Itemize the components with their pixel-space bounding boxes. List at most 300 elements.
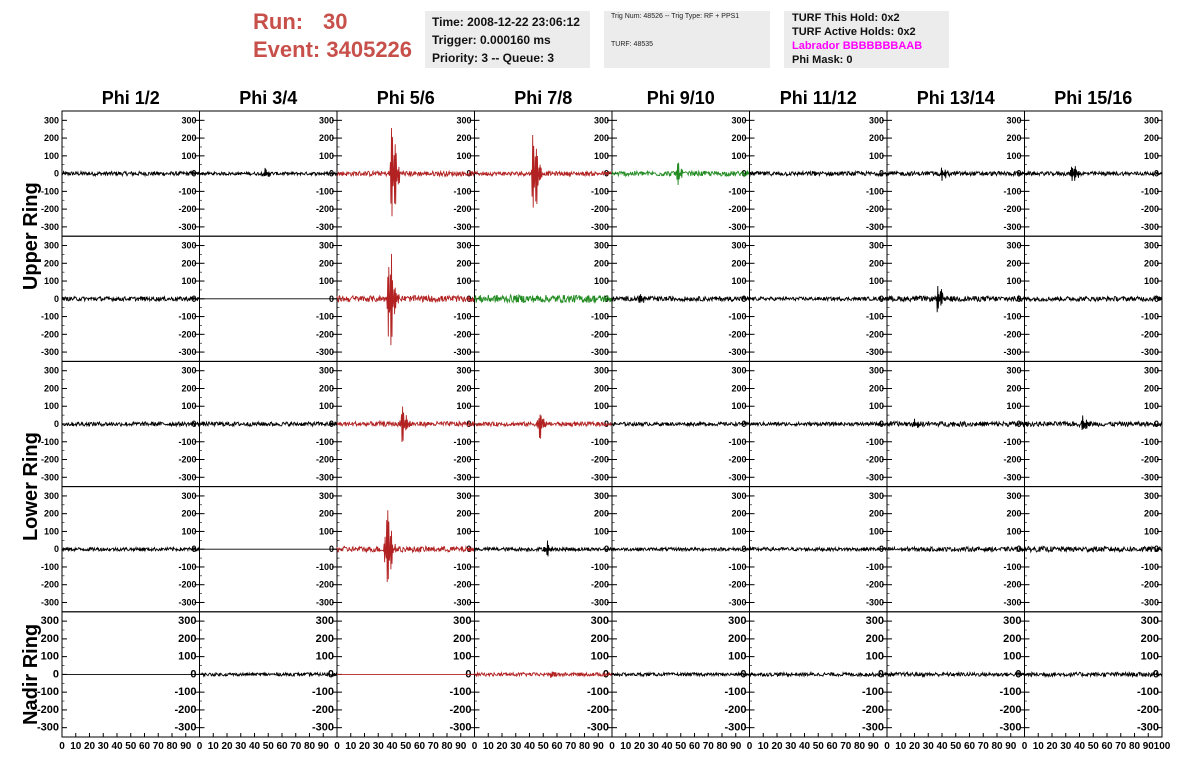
y-tick-label: -200 [728,204,747,215]
x-tick-label: 60 [963,741,976,752]
x-tick-label: 30 [922,741,934,752]
y-tick-label: -300 [315,597,334,608]
waveform-trace [750,547,888,551]
y-tick-label: 0 [741,419,747,429]
y-tick-label: -200 [453,579,472,590]
ring-label: Nadir Ring [20,623,42,725]
y-tick-label: -300 [728,347,747,358]
y-tick-label: -300 [453,347,472,358]
y-tick-label: -300 [861,721,884,734]
y-tick-label: -300 [728,597,747,608]
y-tick-label: -200 [590,579,609,590]
x-tick-label: 50 [812,741,824,752]
x-tick-label: 80 [303,741,316,752]
y-tick-label: 200 [731,508,747,519]
y-tick-label: 300 [1006,490,1022,501]
y-tick-label: -100 [174,686,197,699]
y-tick-label: 0 [740,668,747,681]
waveform-trace [200,168,338,177]
y-tick-label: -300 [1136,721,1159,734]
y-tick-label: 200 [1143,383,1159,394]
x-tick-label: 10 [895,741,907,752]
y-tick-label: 0 [53,293,59,304]
y-tick-label: -200 [449,703,472,716]
y-tick-label: 200 [456,383,472,394]
y-tick-label: 0 [327,668,334,681]
waveform-trace [612,163,750,185]
y-tick-label: -100 [861,686,884,699]
y-tick-label: 300 [1006,115,1022,126]
x-tick-label: 30 [647,741,659,752]
waveform-trace [475,541,613,557]
y-tick-label: -300 [728,472,747,483]
y-tick-label: 200 [593,258,609,269]
y-tick-label: 200 [868,258,884,269]
y-tick-label: 200 [593,383,609,394]
y-tick-label: -300 [40,597,59,608]
y-tick-label: 100 [43,401,59,412]
y-tick-label: 0 [466,419,472,429]
x-tick-label: 90 [592,741,604,752]
waveform-trace [750,673,888,677]
y-tick-label: -200 [590,454,609,465]
y-tick-label: 100 [1140,650,1159,663]
turf-active-text: TURF Active Holds: 0x2 [792,26,916,38]
y-tick-label: -100 [865,311,884,322]
y-tick-label: 0 [878,293,884,304]
y-tick-label: 100 [181,401,197,412]
y-tick-label: 300 [868,240,884,251]
y-tick-label: 200 [1140,632,1159,645]
y-tick-label: -300 [728,221,747,232]
y-tick-label: 100 [593,150,609,161]
y-tick-label: 200 [40,632,59,645]
y-tick-label: -300 [724,721,747,734]
y-tick-label: 100 [593,401,609,412]
turf-text: TURF: 48535 [611,41,654,48]
x-tick-label: 70 [977,741,989,752]
y-tick-label: -100 [728,311,747,322]
y-tick-label: 0 [1016,168,1022,179]
y-tick-label: -200 [315,579,334,590]
waveform-trace [887,547,1025,551]
y-tick-label: 200 [181,508,197,519]
waveform-trace [1025,672,1163,676]
y-tick-label: -200 [586,703,609,716]
y-tick-label: 300 [1143,115,1159,126]
y-tick-label: 100 [728,650,747,663]
x-tick-label: 50 [400,741,412,752]
event-value: 3405226 [326,37,413,62]
y-tick-label: 0 [53,168,59,179]
waveform-trace [1025,166,1163,181]
y-tick-label: 300 [456,365,472,376]
x-tick-label: 80 [1128,741,1141,752]
run-value: 30 [323,9,348,34]
y-tick-label: 200 [1006,383,1022,394]
y-tick-label: -200 [178,329,197,340]
y-tick-label: 200 [318,383,334,394]
x-tick-label: 20 [83,741,96,752]
y-tick-label: -100 [178,436,197,447]
x-tick-label: 10 [482,741,494,752]
waveform-trace [750,297,888,301]
waveform-trace [887,419,1025,428]
x-tick-label: 90 [867,741,879,752]
y-tick-label: -200 [724,703,747,716]
waveform-trace [1025,415,1163,430]
ring-label: Upper Ring [20,182,42,291]
y-tick-label: -300 [590,597,609,608]
y-tick-label: 100 [43,276,59,287]
y-tick-label: 0 [1016,293,1022,304]
x-tick-label: 40 [936,741,948,752]
y-tick-label: -200 [453,204,472,215]
y-tick-label: -200 [40,579,59,590]
y-tick-label: -200 [1003,204,1022,215]
y-tick-label: 300 [590,615,609,628]
y-tick-label: -300 [865,347,884,358]
y-tick-label: 300 [728,615,747,628]
y-tick-label: 300 [868,115,884,126]
x-tick-label: 100 [1153,741,1171,752]
x-tick-label: 90 [730,741,742,752]
waveform-trace [475,415,613,439]
y-tick-label: 300 [1143,490,1159,501]
y-tick-label: -200 [1003,329,1022,340]
y-tick-label: -100 [315,186,334,197]
y-tick-label: 0 [52,668,59,681]
y-tick-label: 300 [181,115,197,126]
y-tick-label: 100 [868,150,884,161]
y-tick-label: -200 [315,329,334,340]
y-tick-label: 0 [1153,293,1159,304]
y-tick-label: 0 [603,293,609,304]
y-tick-label: 300 [453,615,472,628]
y-tick-label: 0 [741,168,747,179]
x-tick-label: 30 [235,741,247,752]
y-tick-label: -200 [865,204,884,215]
y-tick-label: 100 [1006,401,1022,412]
y-tick-label: 300 [593,490,609,501]
x-tick-label: 70 [427,741,439,752]
y-tick-label: 200 [181,258,197,269]
column-header: Phi 1/2 [101,88,160,108]
y-tick-label: -300 [590,472,609,483]
y-tick-label: -100 [453,561,472,572]
y-tick-label: -100 [590,436,609,447]
y-tick-label: 200 [1143,258,1159,269]
y-tick-label: 200 [731,258,747,269]
y-tick-label: 200 [1143,508,1159,519]
y-tick-label: 200 [181,133,197,144]
y-tick-label: 200 [318,258,334,269]
y-tick-label: 200 [1006,508,1022,519]
y-tick-label: -100 [1003,311,1022,322]
y-tick-label: 0 [328,544,334,555]
y-tick-label: 100 [181,150,197,161]
y-tick-label: 100 [318,276,334,287]
waveform-trace [475,672,613,678]
y-tick-label: 100 [590,650,609,663]
y-tick-label: 0 [190,668,197,681]
y-tick-label: -100 [865,436,884,447]
y-tick-label: -100 [40,186,59,197]
y-tick-label: 200 [1003,632,1022,645]
y-tick-label: 300 [181,240,197,251]
x-tick-label: 20 [633,741,646,752]
y-tick-label: -100 [40,561,59,572]
x-tick-label: 50 [950,741,962,752]
y-tick-label: 0 [1016,544,1022,555]
y-tick-label: 200 [456,508,472,519]
column-header: Phi 3/4 [239,88,298,108]
y-tick-label: 100 [1006,150,1022,161]
y-tick-label: -100 [586,686,609,699]
waveform-trace [475,135,613,208]
y-tick-label: -200 [1003,579,1022,590]
x-tick-label: 10 [1032,741,1044,752]
y-tick-label: -200 [36,703,59,716]
x-tick-label: 90 [1142,741,1154,752]
y-tick-label: -200 [453,329,472,340]
x-tick-label: 90 [317,741,329,752]
time-text: Time: 2008-12-22 23:06:12 [432,15,580,29]
y-tick-label: 0 [466,168,472,179]
y-tick-label: 200 [456,258,472,269]
y-tick-label: -300 [1003,221,1022,232]
y-tick-label: -300 [174,721,197,734]
y-tick-label: 100 [1143,276,1159,287]
x-tick-label: 60 [688,741,701,752]
y-tick-label: 0 [741,293,747,304]
y-tick-label: 300 [731,490,747,501]
x-tick-label: 40 [111,741,123,752]
y-tick-label: 300 [1140,615,1159,628]
y-tick-label: 100 [178,650,197,663]
y-tick-label: 300 [456,240,472,251]
x-tick-label: 20 [771,741,783,752]
y-tick-label: 200 [318,508,334,519]
y-tick-label: -300 [178,472,197,483]
y-tick-label: 300 [181,490,197,501]
run-label: Run: [253,9,304,34]
y-tick-label: -200 [178,204,197,215]
y-tick-label: 0 [602,668,609,681]
y-tick-label: 0 [603,419,609,429]
y-tick-label: -200 [1003,454,1022,465]
x-tick-label: 60 [826,741,838,752]
y-tick-label: -200 [865,579,884,590]
y-tick-label: -100 [178,186,197,197]
waveform-trace [200,673,338,676]
y-tick-label: -200 [728,329,747,340]
x-tick-label: 0 [609,741,615,752]
y-tick-label: -200 [315,454,334,465]
y-tick-label: 300 [456,115,472,126]
y-tick-label: -100 [453,311,472,322]
y-tick-label: 100 [181,276,197,287]
y-tick-label: 0 [191,419,197,429]
y-tick-label: 100 [865,650,884,663]
y-tick-label: -300 [453,221,472,232]
y-tick-label: 200 [868,508,884,519]
y-tick-label: -100 [999,686,1022,699]
x-tick-label: 70 [565,741,577,752]
y-tick-label: 300 [593,115,609,126]
turf-hold-text: TURF This Hold: 0x2 [792,12,900,24]
y-tick-label: 100 [181,526,197,537]
y-tick-label: 0 [877,668,884,681]
y-tick-label: -300 [178,221,197,232]
y-tick-label: 100 [43,150,59,161]
y-tick-label: 200 [865,632,884,645]
x-tick-label: 40 [1073,741,1086,752]
y-tick-label: 100 [868,401,884,412]
y-tick-label: 300 [1006,365,1022,376]
waveform-trace [887,286,1025,312]
labrador-text: Labrador BBBBBBBAAB [792,40,923,52]
y-tick-label: 200 [868,383,884,394]
y-tick-label: 200 [1006,258,1022,269]
y-tick-label: 200 [43,508,59,519]
waveform-trace [612,422,750,426]
y-tick-label: 300 [318,115,334,126]
y-tick-label: 300 [178,615,197,628]
y-tick-label: -200 [590,329,609,340]
y-tick-label: 300 [456,490,472,501]
y-tick-label: 0 [1153,419,1159,429]
y-tick-label: -100 [178,561,197,572]
y-tick-label: -200 [40,329,59,340]
waveform-trace [612,548,750,551]
y-tick-label: -100 [1003,436,1022,447]
y-tick-label: -100 [1140,561,1159,572]
y-tick-label: 100 [318,401,334,412]
column-header: Phi 15/16 [1054,88,1133,108]
y-tick-label: 300 [593,240,609,251]
y-tick-label: -200 [174,703,197,716]
y-tick-label: 100 [315,650,334,663]
y-tick-label: 200 [728,632,747,645]
y-tick-label: -200 [40,454,59,465]
y-tick-label: -100 [1003,561,1022,572]
y-tick-label: -300 [1003,597,1022,608]
y-tick-label: 200 [453,632,472,645]
y-tick-label: -300 [315,221,334,232]
y-tick-label: -100 [590,311,609,322]
y-tick-label: 0 [466,293,472,304]
y-tick-label: -100 [590,561,609,572]
y-tick-label: 100 [318,150,334,161]
y-tick-label: 300 [1003,615,1022,628]
y-tick-label: -100 [453,186,472,197]
y-tick-label: 100 [43,526,59,537]
y-tick-label: 300 [865,615,884,628]
column-header: Phi 5/6 [376,88,435,108]
y-tick-label: -100 [315,436,334,447]
y-tick-label: -200 [1140,329,1159,340]
y-tick-label: -100 [1136,686,1159,699]
y-tick-label: 300 [43,365,59,376]
x-tick-label: 70 [290,741,302,752]
y-tick-label: -200 [1140,579,1159,590]
y-tick-label: 200 [318,133,334,144]
y-tick-label: -300 [865,597,884,608]
y-tick-label: 0 [328,168,334,179]
y-tick-label: -300 [311,721,334,734]
x-tick-label: 30 [510,741,522,752]
column-header: Phi 11/12 [779,88,857,108]
x-tick-label: 40 [661,741,673,752]
y-tick-label: -200 [1140,454,1159,465]
y-tick-label: 200 [1006,133,1022,144]
x-tick-label: 90 [1005,741,1017,752]
y-tick-label: -200 [999,703,1022,716]
y-tick-label: -100 [1003,186,1022,197]
y-tick-label: 300 [315,615,334,628]
y-tick-label: -100 [178,311,197,322]
x-tick-label: 60 [276,741,288,752]
y-tick-label: 100 [868,276,884,287]
waveform-trace [62,297,200,301]
y-tick-label: 100 [868,526,884,537]
y-tick-label: 200 [731,133,747,144]
y-tick-label: -100 [311,686,334,699]
y-tick-label: 300 [43,240,59,251]
y-tick-label: 100 [456,150,472,161]
x-tick-label: 30 [97,741,109,752]
x-tick-label: 50 [537,741,549,752]
y-tick-label: -200 [178,579,197,590]
x-tick-label: 60 [413,741,426,752]
y-tick-label: -100 [865,561,884,572]
y-tick-label: -300 [36,721,59,734]
y-tick-label: -300 [453,472,472,483]
x-tick-label: 50 [125,741,137,752]
y-tick-label: 100 [1006,276,1022,287]
x-tick-label: 90 [455,741,467,752]
y-tick-label: -200 [861,703,884,716]
x-tick-label: 0 [471,741,478,752]
x-tick-label: 10 [757,741,769,752]
y-tick-label: 0 [53,419,59,429]
y-tick-label: 300 [1143,365,1159,376]
y-tick-label: -200 [728,579,747,590]
y-tick-label: -200 [865,329,884,340]
x-tick-label: 10 [207,741,219,752]
y-tick-label: -200 [1136,703,1159,716]
y-tick-label: 100 [456,401,472,412]
waveform-trace [887,673,1025,677]
x-tick-label: 60 [1101,741,1113,752]
y-tick-label: 300 [593,365,609,376]
y-tick-label: 0 [1016,419,1022,429]
y-tick-label: 200 [43,133,59,144]
column-header: Phi 7/8 [514,88,573,108]
y-tick-label: 300 [318,365,334,376]
y-tick-label: -300 [1003,472,1022,483]
x-tick-label: 30 [372,741,384,752]
x-tick-label: 20 [358,741,371,752]
y-tick-label: 100 [453,650,472,663]
phi-mask-text: Phi Mask: 0 [792,54,853,66]
waveform-trace [612,673,750,676]
x-tick-label: 10 [620,741,632,752]
x-tick-label: 40 [248,741,261,752]
y-tick-label: 300 [868,490,884,501]
y-tick-label: -200 [865,454,884,465]
